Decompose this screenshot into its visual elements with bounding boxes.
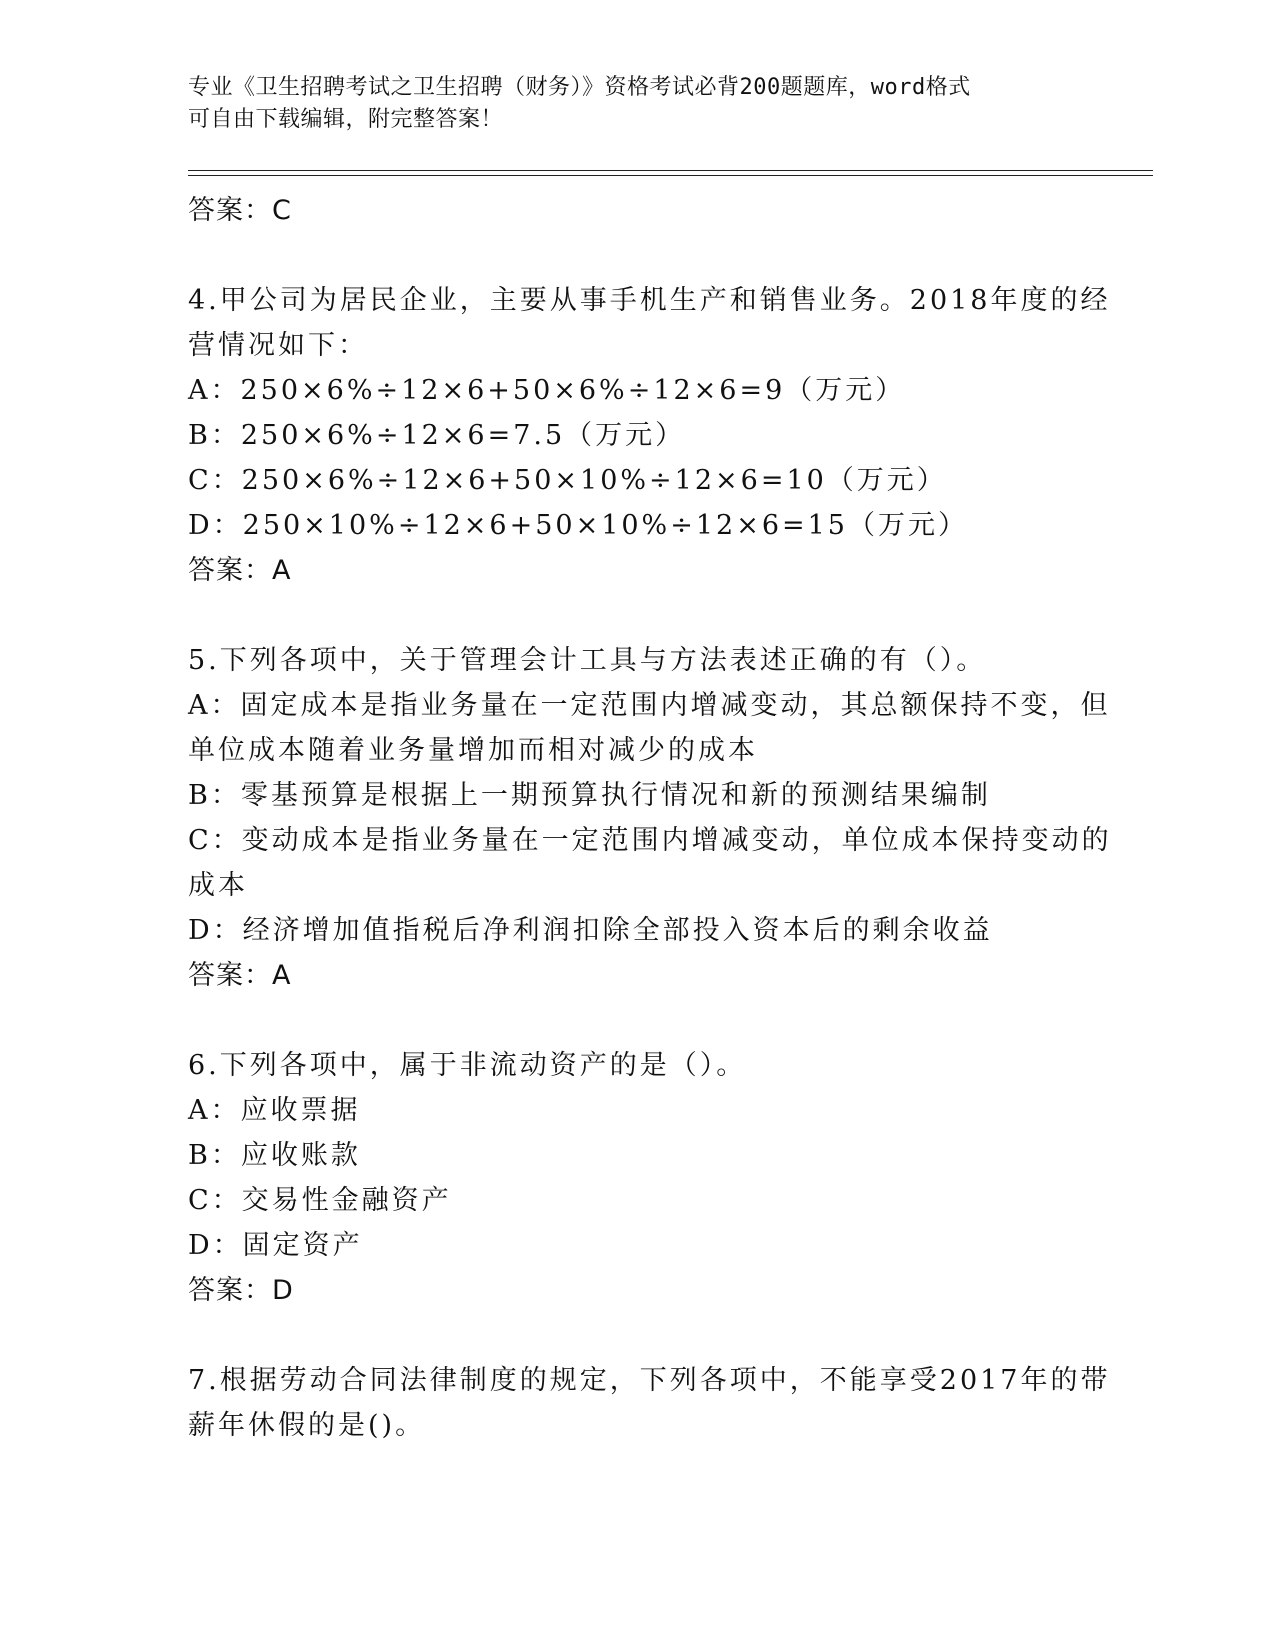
option-b: B：应收账款 [188, 1140, 361, 1171]
option-c: C：交易性金融资产 [188, 1185, 452, 1216]
answer-line: 答案：D [188, 1275, 294, 1306]
answer-line: 答案：A [188, 555, 292, 586]
option-c: C：250×6%÷12×6+50×10%÷12×6=10（万元） [188, 465, 947, 496]
option-a: A：250×6%÷12×6+50×6%÷12×6=9（万元） [188, 375, 906, 406]
question-block [188, 278, 1111, 593]
option-b: B：零基预算是根据上一期预算执行情况和新的预测结果编制 [188, 780, 991, 811]
option-a-continued: 单位成本随着业务量增加而相对减少的成本 [188, 735, 758, 766]
question-stem: 5.下列各项中，关于管理会计工具与方法表述正确的有（）。 [188, 645, 987, 676]
option-b: B：250×6%÷12×6=7.5（万元） [188, 420, 686, 451]
question-stem: 薪年休假的是()。 [188, 1410, 426, 1441]
question-block [188, 1358, 1111, 1448]
option-d: D：固定资产 [188, 1230, 363, 1261]
option-d: D：经济增加值指税后净利润扣除全部投入资本后的剩余收益 [188, 915, 993, 946]
question-stem: 4.甲公司为居民企业，主要从事手机生产和销售业务。2018年度的经 [188, 285, 1111, 316]
document-header [188, 72, 1068, 136]
header-line-2: 可自由下载编辑，附完整答案！ [188, 107, 504, 132]
option-c: C：变动成本是指业务量在一定范围内增减变动，单位成本保持变动的 [188, 825, 1112, 856]
answer-line: 答案：A [188, 960, 292, 991]
question-stem: 7.根据劳动合同法律制度的规定，下列各项中，不能享受2017年的带 [188, 1365, 1111, 1396]
spacer [188, 998, 1088, 1043]
question-list [188, 188, 1112, 1448]
option-c-continued: 成本 [188, 870, 248, 901]
header-rule-bottom [188, 175, 1153, 176]
header-line-1: 专业《卫生招聘考试之卫生招聘（财务）》资格考试必背200题题库，word格式 [188, 75, 971, 100]
answer-line: 答案：C [188, 195, 292, 226]
option-d: D：250×10%÷12×6+50×10%÷12×6=15（万元） [188, 510, 968, 541]
question-block [188, 638, 1112, 998]
option-a: A：应收票据 [188, 1095, 361, 1126]
question-stem: 营情况如下： [188, 330, 368, 361]
header-rule-top [188, 170, 1153, 171]
option-a: A：固定成本是指业务量在一定范围内增减变动，其总额保持不变，但 [188, 690, 1111, 721]
spacer [188, 1313, 1088, 1358]
spacer [188, 233, 1088, 278]
spacer [188, 593, 1088, 638]
question-stem: 6.下列各项中，属于非流动资产的是（）。 [188, 1050, 747, 1081]
question-block [188, 1043, 1088, 1313]
